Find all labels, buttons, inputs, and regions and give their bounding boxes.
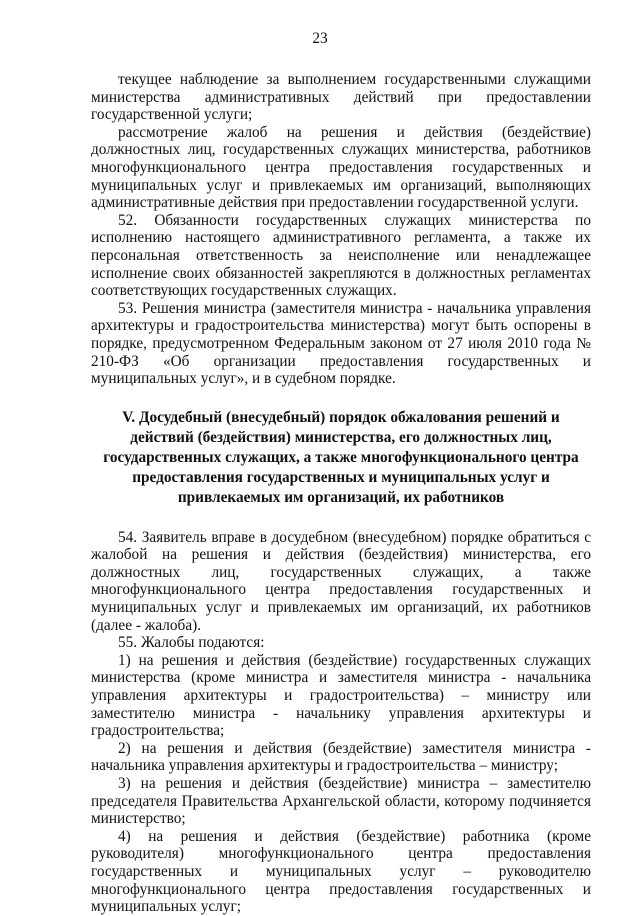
- list-item: 1) на решения и действия (бездействие) государственных служащих министерства (кроме министра и заместителя министра - начальника управления архитектуры и градостроительства) – министру или заместителю министра - начальнику управления архитектуры и градостроительства;: [91, 651, 591, 740]
- section-heading: V. Досудебный (внесудебный) порядок обжалования решений и действий (бездействия) министерства, его должностных лиц, государственных служащих, а также многофункционального центра предоставления государственных и муниципальных услуг и привлекаемых им организаций, их работников: [103, 408, 579, 506]
- page-number: 23: [312, 30, 328, 47]
- document-body: [91, 71, 591, 916]
- list-item: 3) на решения и действия (бездействие) министра – заместителю председателя Правительства Архангельской области, которому подчиняется министерство;: [91, 775, 591, 828]
- paragraph: рассмотрение жалоб на решения и действия (бездействие) должностных лиц, государственных служащих министерства, работников многофункционального центра предоставления государственных и муниципальных услуг и привлекаемых им организаций, выполняющих административные действия при предоставлении государственной услуги.: [91, 123, 591, 212]
- paragraph: 52. Обязанности государственных служащих министерства по исполнению настоящего административного регламента, а также их персональная ответственность за неисполнение или ненадлежащее исполнение своих обязанностей закрепляются в должностных регламентах соответствующих государственных служащих.: [91, 211, 591, 300]
- paragraph: текущее наблюдение за выполнением государственными служащими министерства административных действий при предоставлении государственной услуги;: [91, 71, 591, 124]
- list-item: 2) на решения и действия (бездействие) заместителя министра - начальника управления архитектуры и градостроительства – министру;: [91, 739, 591, 775]
- paragraph: 53. Решения министра (заместителя министра - начальника управления архитектуры и градостроительства министерства) могут быть оспорены в порядке, предусмотренном Федеральным законом от 27 июля 2010 года № 210-ФЗ «Об организации предоставления государственных и муниципальных услуг», и в судебном порядке.: [91, 299, 591, 388]
- paragraph: 55. Жалобы подаются:: [118, 634, 265, 652]
- list-item: 4) на решения и действия (бездействие) работника (кроме руководителя) многофункционального центра предоставления государственных и муниципальных услуг – руководителю многофункционального центра предоставления государственных и муниципальных услуг;: [91, 827, 591, 916]
- paragraph: 54. Заявитель вправе в досудебном (внесудебном) порядке обратиться с жалобой на решения и действия (бездействия) министерства, его должностных лиц, государственных служащих, а также многофункционального центра предоставления государственных и муниципальных услуг и привлекаемых им организаций, их работников (далее - жалоба).: [91, 528, 591, 634]
